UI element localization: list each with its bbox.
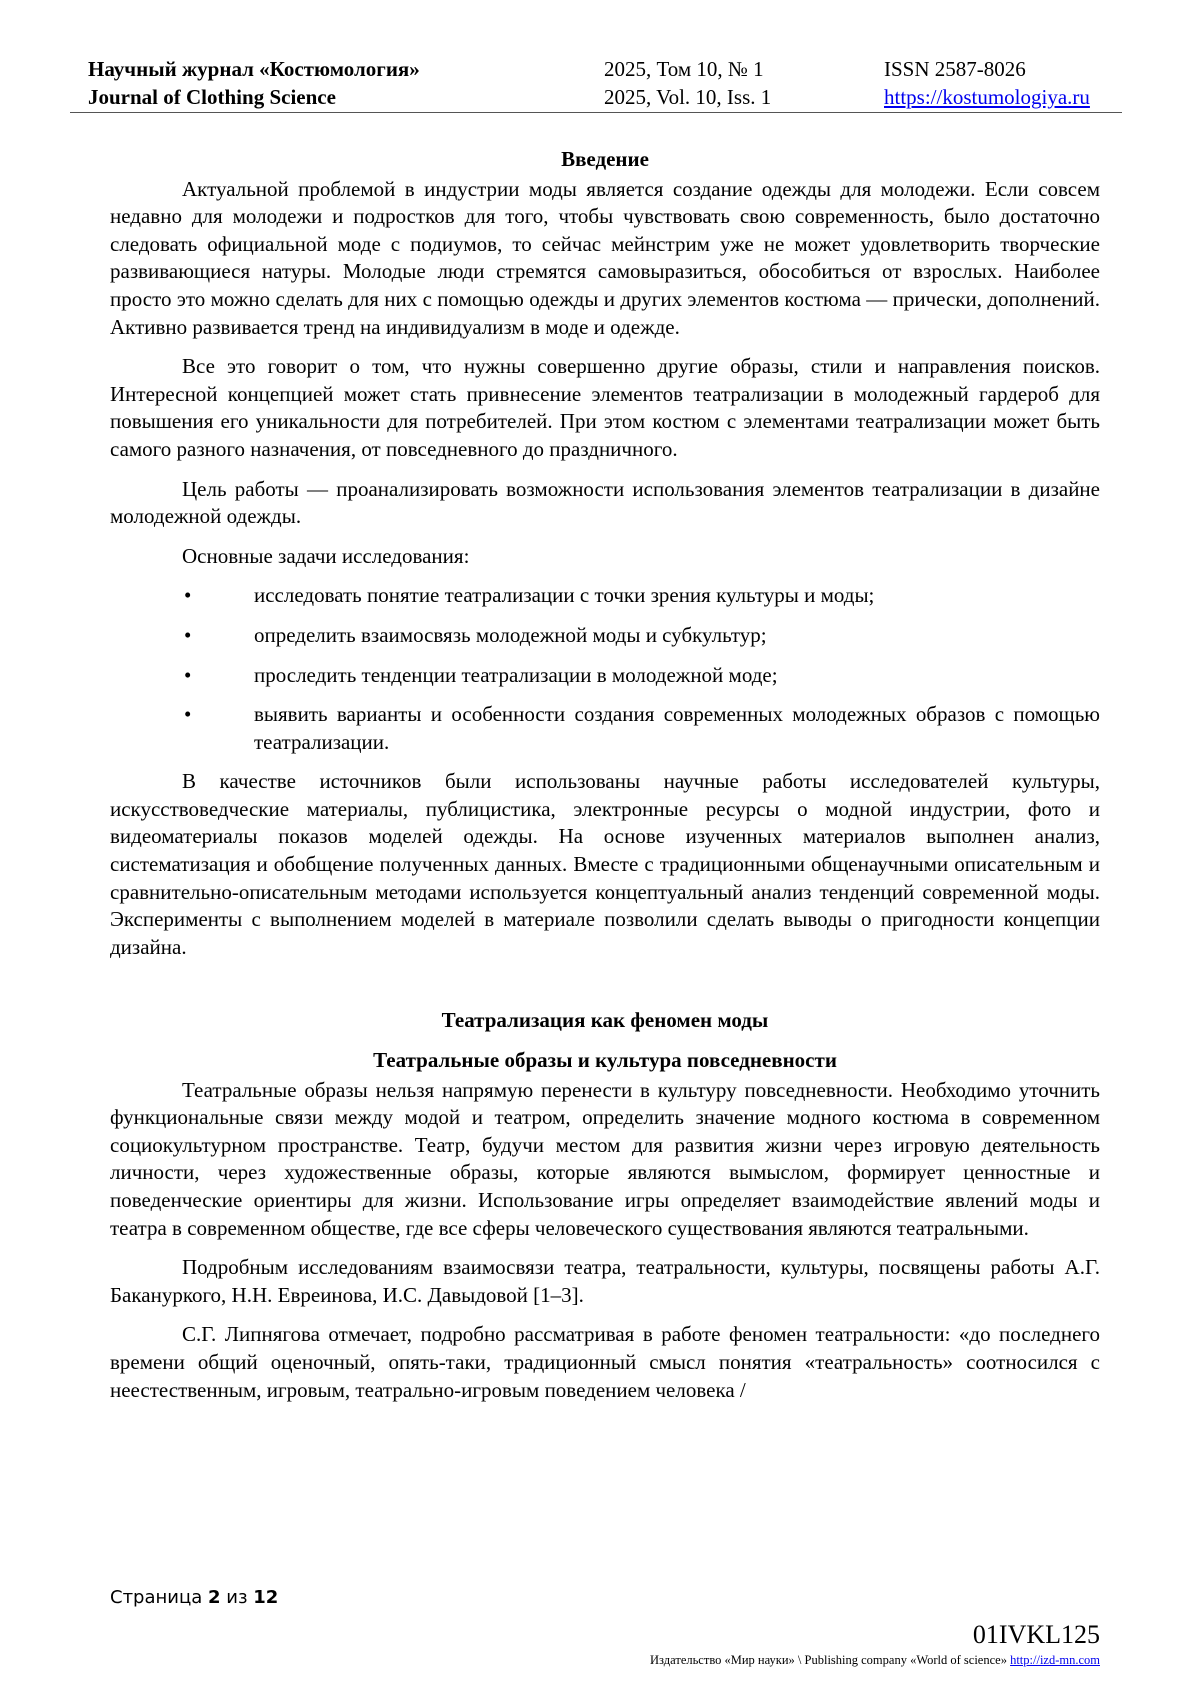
article-body xyxy=(110,146,1100,1416)
tasks-list xyxy=(110,582,1100,756)
section-paragraph-1: Театральные образы нельзя напрямую перенести в культуру повседневности. Необходимо уточнить функциональные связи между модой и театром, определить значение модного костюма в современном социокультурном пространстве. Театр, будучи местом для развития жизни через игровую деятельность личности, через художественные образы, которые являются вымыслом, формирует ценностные и поведенческие ориентиры для жизни. Использование игры определяет взаимодействие явлений моды и театра в современном обществе, где все сферы человеческого существования являются театральными. xyxy=(110,1077,1100,1240)
intro-paragraph-4: В качестве источников были использованы научные работы исследователей культуры, искусствоведческие материалы, публицистика, электронные ресурсы о модной индустрии, фото и видеоматериалы показов моделей одежды. На основе изученных материалов выполнен анализ, систематизация и обобщение полученных данных. Вместе с традиционными общенаучными описательным и сравнительно-описательным методами используется концептуальный анализ тенденций современной моды. Эксперименты с выполнением моделей в материале позволили сделать выводы о пригодности концепции дизайна. xyxy=(110,769,1100,959)
issn-block xyxy=(884,55,1090,111)
publisher-line: Издательство «Мир науки» \ Publishing company «World of science» http://izd-mn.com xyxy=(650,1653,1100,1667)
journal-title xyxy=(88,55,420,111)
journal-title-ru: Научный журнал «Костюмология» xyxy=(88,57,420,81)
header-divider xyxy=(70,112,1122,113)
publisher-link[interactable]: http://izd-mn.com xyxy=(1010,1653,1100,1667)
list-item: • исследовать понятие театрализации с точки зрения культуры и моды; xyxy=(110,582,1100,610)
bullet-icon: • xyxy=(184,662,192,687)
page-number: Страница 2 из 12 xyxy=(110,1587,279,1608)
intro-heading: Введение xyxy=(561,147,649,171)
tasks-intro: Основные задачи исследования: xyxy=(182,543,470,568)
intro-paragraph-2: Все это говорит о том, что нужны совершенно другие образы, стили и направления поисков. Интересной концепцией может стать привнесение элементов театрализации в молодежный гардероб для повышения его уникальности для потребителей. При этом костюм с элементами театрализации может быть самого разного назначения, от повседневного до праздничного. xyxy=(110,354,1100,461)
intro-paragraph-1: Актуальной проблемой в индустрии моды является создание одежды для молодежи. Если совсем недавно для молодежи и подростков для того, чтобы чувствовать свою современность, было достаточно следовать официальной моде с подиумов, то сейчас мейнстрим уже не может удовлетворить творческие развивающиеся натуры. Молодые люди стремятся самовыразиться, обособиться от взрослых. Наиболее просто это можно сделать для них с помощью одежды и других элементов костюма — прически, дополнений. Активно развивается тренд на индивидуализм в моде и одежде. xyxy=(110,176,1100,339)
list-item: • определить взаимосвязь молодежной моды и субкультур; xyxy=(110,622,1100,650)
section-paragraph-2: Подробным исследованиям взаимосвязи театра, театральности, культуры, посвящены работы А.Г. Бакануркого, Н.Н. Евреинова, И.С. Давыдовой [1–3]. xyxy=(110,1255,1100,1307)
issue-info-en: 2025, Vol. 10, Iss. 1 xyxy=(604,85,772,109)
article-code: 01IVKL125 xyxy=(972,1620,1100,1649)
intro-paragraph-3: Цель работы — проанализировать возможности использования элементов театрализации в дизайне молодежной одежды. xyxy=(110,476,1100,529)
issn-number: ISSN 2587-8026 xyxy=(884,57,1026,81)
section-paragraph-3: С.Г. Липнягова отмечает, подробно рассматривая в работе феномен театральности: «до последнего времени общий оценочный, опять-таки, традиционный смысл понятия «театральность» соотносился с неестественным, игровым, театрально-игровым поведением человека / xyxy=(110,1322,1100,1402)
journal-title-en: Journal of Clothing Science xyxy=(88,85,336,109)
issue-info xyxy=(604,55,771,111)
issue-info-ru: 2025, Том 10, № 1 xyxy=(604,57,764,81)
bullet-icon: • xyxy=(184,702,192,727)
list-item: • выявить варианты и особенности создания современных молодежных образов с помощью театрализации. xyxy=(184,702,1100,754)
section-heading: Театрализация как феномен моды xyxy=(441,1008,769,1033)
list-item: • проследить тенденции театрализации в молодежной моде; xyxy=(110,662,1100,690)
bullet-icon: • xyxy=(184,622,192,647)
bullet-icon: • xyxy=(184,583,192,608)
subsection-heading: Театральные образы и культура повседневности xyxy=(373,1048,837,1073)
journal-site-link[interactable]: https://kostumologiya.ru xyxy=(884,85,1090,109)
